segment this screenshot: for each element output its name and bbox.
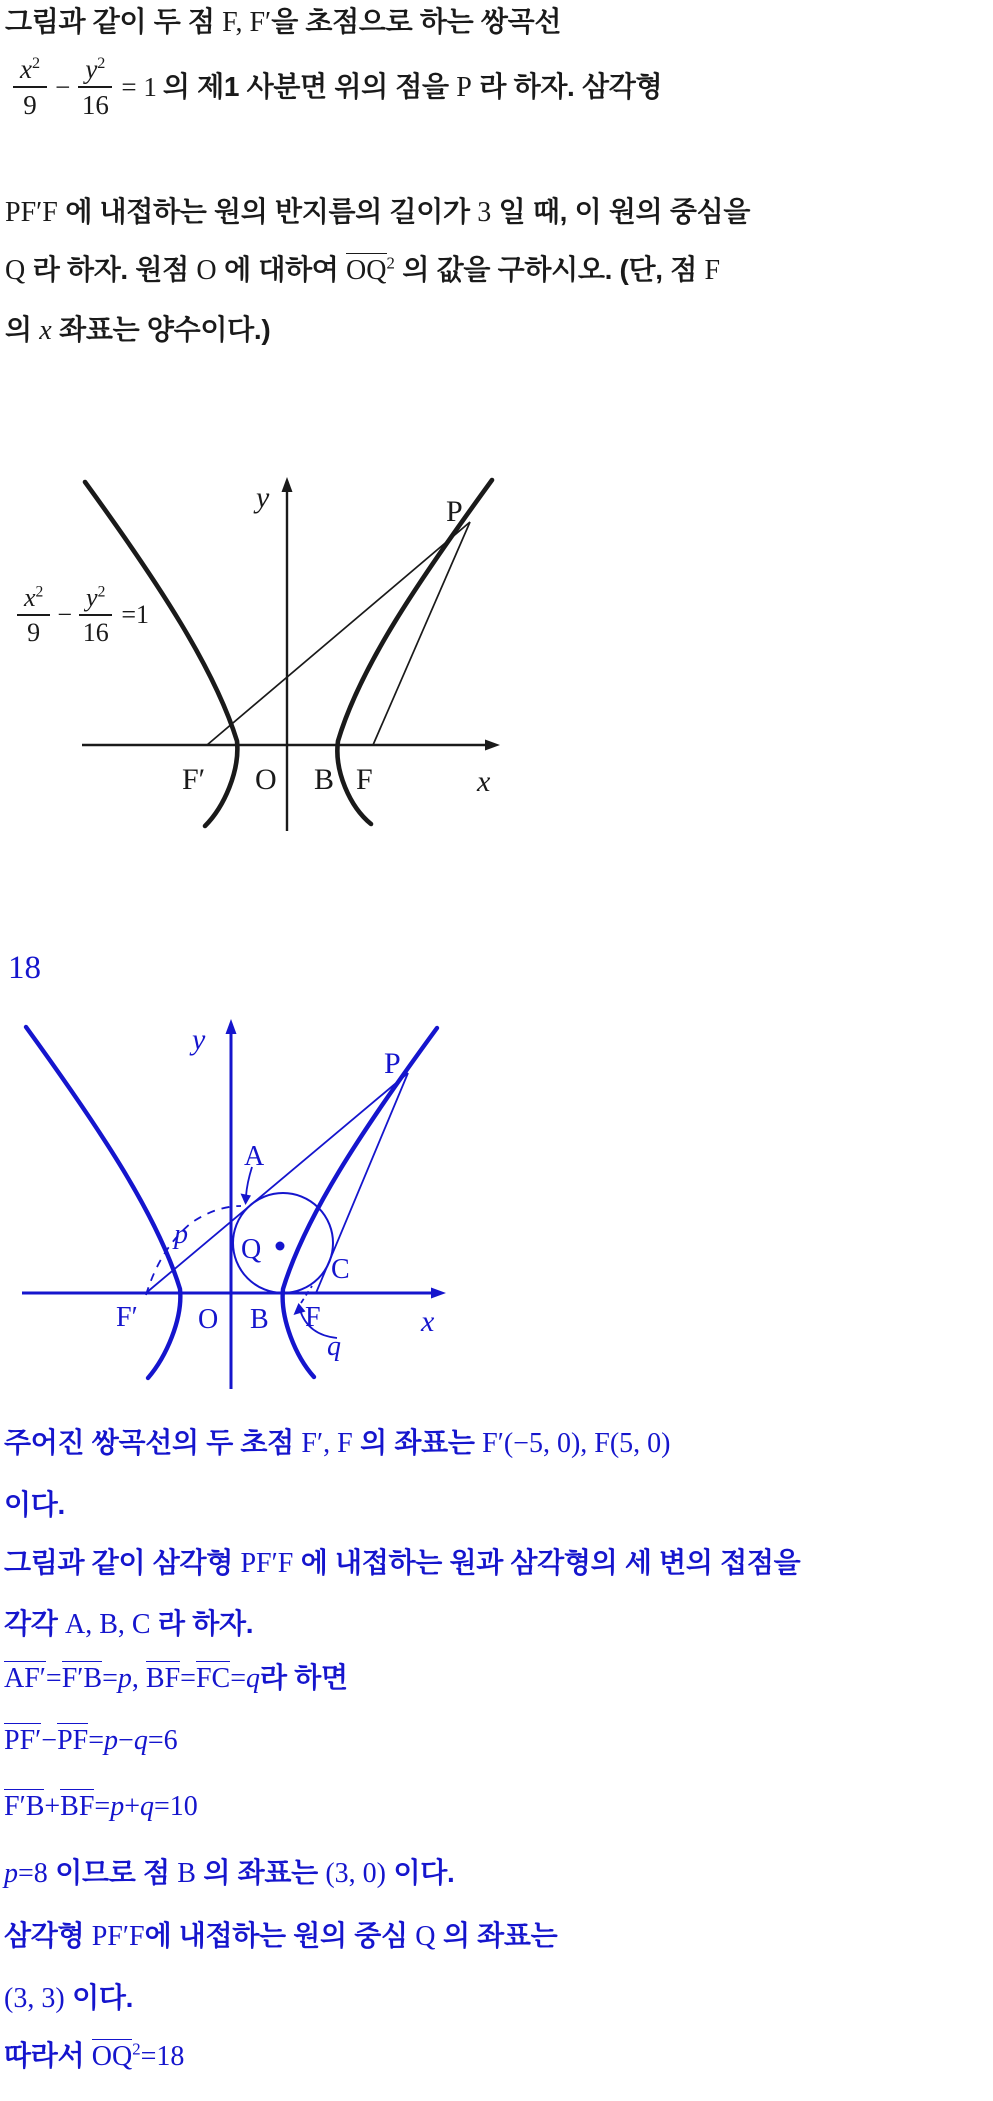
math-foci-coordinates: F′(−5, 0), F(5, 0): [482, 1428, 671, 1459]
fraction-x2-over-9: [17, 584, 50, 647]
exponent-2: 2: [35, 583, 44, 601]
incenter-Q-label: Q: [241, 1234, 262, 1265]
problem-text: 의 값을 구하시오. (단, 점: [394, 254, 705, 285]
var-y: y: [86, 583, 98, 612]
solution-line-9: [4, 1918, 557, 1955]
var-p: p: [110, 1791, 125, 1822]
equals-1: =1: [121, 600, 150, 630]
solution-line-10: [4, 1980, 133, 2017]
segment-Fprime-P: [146, 1073, 408, 1293]
coordinates-3-3: (3, 3): [4, 1983, 65, 2014]
solution-text: 라 하자.: [150, 1608, 254, 1639]
point-F-label: F: [305, 1302, 321, 1333]
problem-line-5: [5, 312, 270, 349]
figure-solution-hyperbola-incircle: [0, 1015, 470, 1400]
math-PFprimeF: PF′F: [240, 1548, 294, 1579]
arrow-q-head: [294, 1303, 306, 1315]
math-Q: Q: [5, 255, 26, 286]
solution-line-3: [4, 1545, 800, 1582]
equals-6: =6: [147, 1725, 178, 1756]
tangent-point-A-label: A: [244, 1141, 265, 1172]
solution-text: 이다.: [4, 1489, 65, 1520]
figure-problem-hyperbola: [0, 475, 505, 837]
solution-text: 주어진 쌍곡선의 두 초점: [4, 1427, 302, 1458]
equals-1: = 1: [121, 71, 157, 102]
solution-line-7: [4, 1788, 198, 1825]
problem-text: 을 초점으로 하는 쌍곡선: [271, 6, 562, 37]
solution-text: 이므로 점: [47, 1857, 178, 1888]
segment-AFprime-overline: AF′: [4, 1663, 46, 1694]
solution-text: 의 좌표는: [352, 1427, 483, 1458]
tangent-point-C-label: C: [331, 1254, 350, 1285]
y-axis-arrowhead: [226, 1019, 237, 1034]
length-p-label: p: [174, 1219, 188, 1250]
problem-text: 에 대하여: [216, 254, 347, 285]
solution-text: 의 좌표는: [435, 1920, 558, 1951]
math-O: O: [196, 255, 217, 286]
solution-line-6: [4, 1722, 178, 1759]
plus-sign: +: [44, 1791, 61, 1822]
coordinates-3-0: (3, 0): [325, 1858, 387, 1889]
solution-line-1: [4, 1425, 670, 1462]
problem-text: 의 제1 사분면 위의 점을: [162, 70, 457, 102]
length-q-label: q: [327, 1331, 341, 1362]
fraction-numerator: [79, 584, 112, 616]
exponent-2: 2: [386, 253, 395, 273]
minus-sign: −: [57, 600, 73, 630]
plus-sign: +: [124, 1791, 141, 1822]
problem-text: 그림과 같이 두 점: [5, 6, 223, 37]
segment-PF-overline: PF: [57, 1725, 89, 1756]
point-P-label: P: [446, 495, 463, 528]
problem-text: 라 하자. 원점: [25, 254, 197, 285]
solution-text: 삼각형: [4, 1920, 92, 1951]
point-Fprime-label: F′: [182, 763, 206, 796]
solution-line-8: [4, 1855, 454, 1892]
incenter-Q-dot: [276, 1242, 285, 1251]
segment-OQ-overline: OQ: [346, 255, 387, 286]
exponent-2: 2: [97, 583, 106, 601]
var-p: p: [4, 1858, 18, 1889]
math-PFprimeF: PF′F: [5, 197, 58, 228]
comma: ,: [131, 1663, 146, 1694]
math-B: B: [177, 1858, 196, 1889]
solution-line-5: [4, 1660, 348, 1697]
segment-FprimeB-overline: F′B: [4, 1791, 45, 1822]
var-q: q: [133, 1725, 148, 1756]
origin-O-label: O: [255, 763, 277, 796]
answer-number: 18: [8, 950, 41, 986]
fraction-x2-over-9: [13, 55, 47, 120]
point-Fprime-label: F′: [116, 1302, 138, 1333]
minus-sign: −: [118, 1725, 134, 1756]
var-x: x: [39, 315, 52, 346]
fraction-denominator: 9: [27, 618, 41, 648]
segment-FC-overline: FC: [195, 1663, 231, 1694]
var-q: q: [140, 1791, 155, 1822]
number-3: 3: [477, 197, 492, 228]
var-p: p: [117, 1663, 132, 1694]
equals-sign: =: [94, 1791, 111, 1822]
segment-BF-overline: BF: [60, 1791, 95, 1822]
solution-text: 의 좌표는: [195, 1857, 326, 1888]
segment-BF-overline: BF: [145, 1663, 181, 1694]
solution-text: 그림과 같이 삼각형: [4, 1547, 241, 1578]
equals-18: =18: [140, 2041, 185, 2072]
y-axis-arrowhead: [282, 477, 293, 492]
x-axis-label: x: [477, 765, 491, 798]
problem-line-3: [5, 194, 750, 231]
var-q: q: [245, 1663, 260, 1694]
point-B-label: B: [250, 1304, 269, 1335]
fraction-denominator: 16: [81, 90, 109, 121]
segment-PFprime-overline: PF′: [4, 1725, 42, 1756]
var-y: y: [85, 54, 98, 84]
math-Q: Q: [415, 1921, 436, 1952]
segment-OQ-overline: OQ: [91, 2041, 133, 2072]
math-PFprimeF: PF′F: [91, 1921, 145, 1952]
segment-FprimeB-overline: F′B: [61, 1663, 103, 1694]
fraction-denominator: 16: [82, 618, 109, 648]
solution-text: 이다.: [386, 1857, 455, 1888]
problem-text: 좌표는 양수이다.): [51, 314, 271, 345]
problem-text: 에 내접하는 원의 반지름의 길이가: [57, 196, 478, 227]
var-x: x: [20, 54, 32, 84]
math-P: P: [456, 71, 472, 103]
fraction-denominator: 9: [23, 90, 37, 121]
problem-text: 의: [5, 314, 40, 345]
solution-line-4: [4, 1606, 253, 1643]
var-x: x: [24, 583, 36, 612]
math-A-B-C: A, B, C: [64, 1609, 151, 1640]
fraction-y2-over-16: [79, 584, 112, 647]
fraction-y2-over-16: [78, 55, 112, 120]
exponent-2: 2: [132, 2039, 141, 2059]
fraction-numerator: [17, 584, 50, 616]
problem-line-4: [5, 252, 720, 289]
solution-text: 각각: [4, 1608, 65, 1639]
solution-line-2: [4, 1487, 65, 1523]
equals-sign: =: [230, 1663, 246, 1694]
equals-sign: =: [102, 1663, 118, 1694]
hyperbola-left-branch: [82, 482, 237, 826]
math-F-Fprime: F, F′: [222, 7, 272, 38]
y-axis-label: y: [256, 481, 270, 514]
solution-text: 에 내접하는 원과 삼각형의 세 변의 접점을: [293, 1547, 801, 1578]
exponent-2: 2: [97, 54, 106, 72]
point-P-label: P: [384, 1047, 401, 1080]
minus-sign: −: [41, 1725, 58, 1756]
exponent-2: 2: [31, 54, 41, 72]
math-Fprime-F: F′, F: [301, 1428, 353, 1459]
figure1-equation: [12, 584, 149, 647]
x-axis-arrowhead: [431, 1288, 446, 1299]
solution-line-11: [4, 2038, 184, 2075]
solution-text: 에 내접하는 원의 중심: [144, 1920, 416, 1951]
solution-text: 따라서: [4, 2040, 92, 2071]
fraction-numerator: [13, 55, 47, 88]
problem-text: 라 하자. 삼각형: [471, 70, 663, 102]
fraction-numerator: [78, 55, 112, 88]
equals-10: =10: [154, 1791, 198, 1822]
equals-sign: =: [180, 1663, 196, 1694]
point-B-label: B: [314, 763, 335, 796]
math-F: F: [704, 255, 721, 286]
arrow-A-head: [241, 1194, 252, 1206]
equals-sign: =: [88, 1725, 105, 1756]
problem-line-1: [5, 4, 561, 41]
x-axis-label: x: [421, 1305, 435, 1338]
x-axis-arrowhead: [485, 740, 500, 751]
equals-8: =8: [18, 1858, 48, 1889]
hyperbola-left-branch: [26, 1027, 180, 1378]
problem-text: 일 때, 이 원의 중심을: [491, 196, 751, 227]
origin-O-label: O: [198, 1304, 219, 1335]
segment-Fprime-P: [207, 522, 470, 745]
problem-equation-row: [8, 55, 662, 120]
y-axis-label: y: [192, 1023, 206, 1056]
equals-sign: =: [45, 1663, 62, 1694]
solution-text: 이다.: [64, 1982, 134, 2013]
solution-text: 라 하면: [259, 1662, 348, 1693]
var-p: p: [104, 1725, 119, 1756]
point-F-label: F: [356, 763, 373, 796]
minus-sign: −: [55, 71, 71, 102]
